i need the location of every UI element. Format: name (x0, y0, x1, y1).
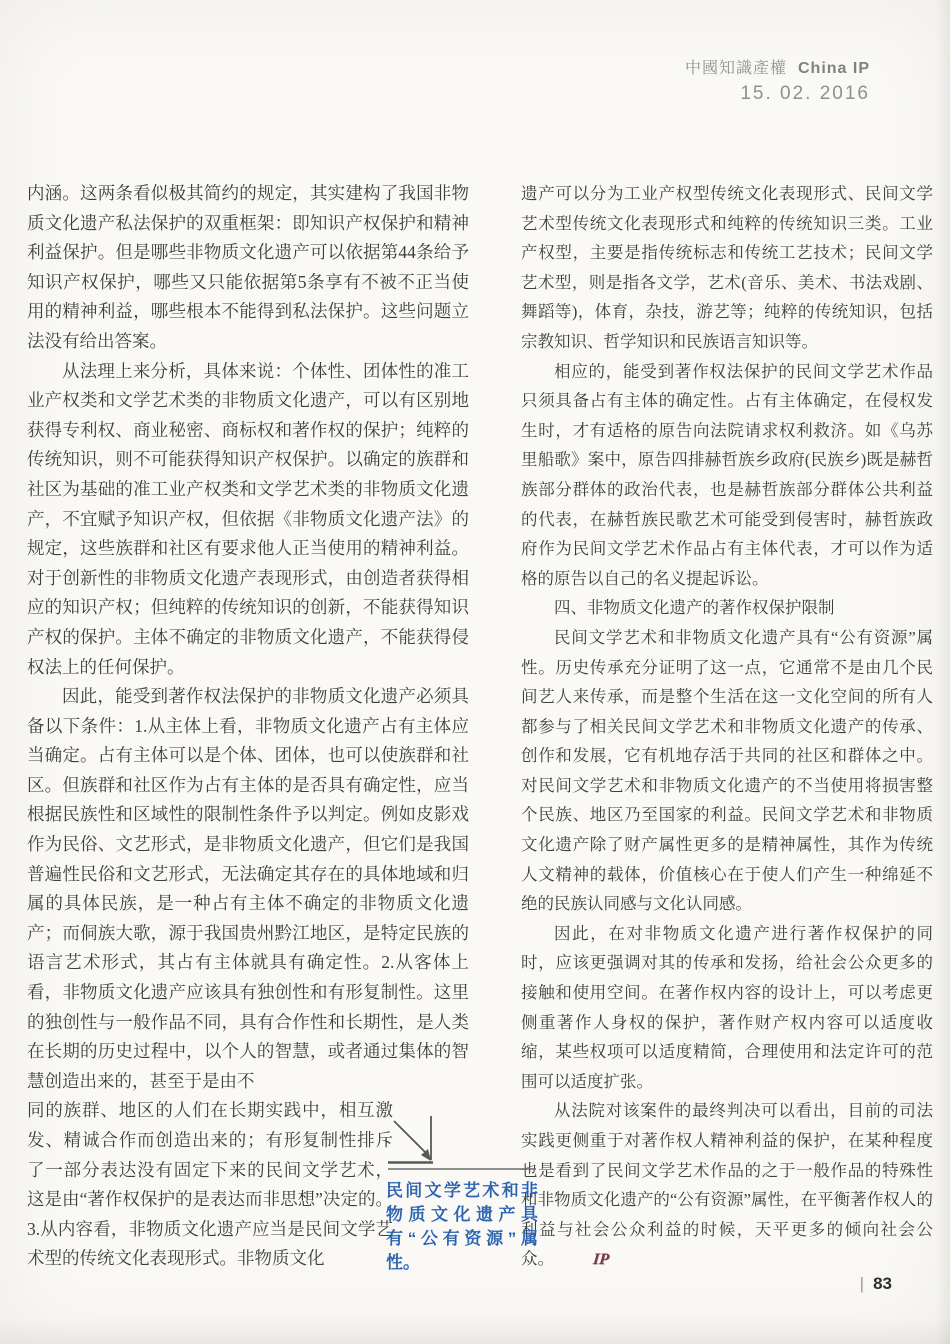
right-column (521, 179, 933, 1274)
paragraph: 同的族群、地区的人们在长期实践中，相互激发、精诚合作而创造出来的；有形复制性排斥了一部分表达没有固定下来的民间文学艺术，这是由“著作权保护的是表达而非思想”决定的。3.从内容看，非物质文化遗产应当是民间文学艺术型的传统文化表现形式。非物质文化 (27, 1100, 393, 1269)
pull-quote (386, 1116, 538, 1275)
issue-date: 15. 02. 2016 (740, 83, 870, 104)
brand-line (685, 55, 870, 78)
paragraph-text: 从法院对该案件的最终判决可以看出，目前的司法实践更侧重于对著作权人精神利益的保护，在某种程度也是看到了民间文学艺术作品的之于一般作品的特殊性和非物质文化遗产的“公有资源”属性，在平衡著作权人的利益与社会公众利益的时候，天平更多的倾向社会公众。 (521, 1101, 933, 1269)
brand-english: China IP (797, 60, 870, 77)
paragraph: 因此，能受到著作权法保护的非物质文化遗产必须具备以下条件：1.从主体上看，非物质文化遗产占有主体应当确定。占有主体可以是个体、团体，也可以使族群和社区。但族群和社区作为占有主体的是否具有确定性，应当根据民族性和区域性的限制性条件予以判定。例如皮影戏作为民俗、文艺形式，是非物质文化遗产，但它们是我国普遍性民俗和文艺形式，无法确定其存在的具体地域和归属的具体民族，是一种占有主体不确定的非物质文化遗产；而侗族大歌，源于我国贵州黔江地区，是特定民族的语言艺术形式，其占有主体就具有确定性。2.从客体上看，非物质文化遗产应该具有独创性和有形复制性。这里的独创性与一般作品不同，具有合作性和长期性，是人类在长期的历史过程中，以个人的智慧，或者通过集体的智慧创造出来的，甚至于是由不 (27, 686, 469, 1091)
page-number-value: 83 (873, 1274, 892, 1293)
pull-quote-arrow-icon (386, 1116, 538, 1172)
left-column (27, 179, 469, 1274)
paragraph: 相应的，能受到著作权法保护的民间文学艺术作品只须具备占有主体的确定性。占有主体确定，在侵权发生时，才有适格的原告向法院请求权利救济。如《乌苏里船歌》案中，原告四排赫哲族乡政府(民族乡)既是赫哲族部分群体的政治代表，也是赫哲族部分群体公共利益的代表，在赫哲族民歌艺术可能受到侵害时，赫哲族政府作为民间文学艺术作品占有主体代表，才可以作为适格的原告以自己的名义提起诉讼。 (521, 361, 933, 588)
china-ip-end-mark: IP (592, 1251, 610, 1269)
page-header (685, 55, 870, 105)
paragraph (521, 1096, 933, 1274)
paragraph: 因此，在对非物质文化遗产进行著作权保护的同时，应该更强调对其的传承和发扬，给社会公众更多的接触和使用空间。在著作权内容的设计上，可以考虑更侧重著作人身权的保护，著作财产权内容可以适度收缩，某些权项可以适度精简，合理使用和法定许可的范围可以适度扩张。 (521, 923, 933, 1091)
brand-chinese: 中國知識產權 (684, 60, 787, 77)
paragraph: 民间文学艺术和非物质文化遗产具有“公有资源”属性。历史传承充分证明了这一点，它通常不是由几个民间艺人来传承，而是整个生活在这一文化空间的所有人都参与了相关民间文学艺术和非物质文化遗产的传承、创作和发展，它有机地存活于共同的社区和群体之中。对民间文学艺术和非物质文化遗产的不当使用将损害整个民族、地区乃至国家的利益。民间文学艺术和非物质文化遗产除了财产属性更多的是精神属性，其作为传统人文精神的载体，价值核心在于使人们产生一种绵延不绝的民族认同感与文化认同感。 (521, 627, 933, 914)
paragraph: 遗产可以分为工业产权型传统文化表现形式、民间文学艺术型传统文化表现形式和纯粹的传统知识三类。工业产权型，主要是指传统标志和传统工艺技术；民间文学艺术型，则是指各文学，艺术(音乐、美术、书法戏剧、舞蹈等)，体育，杂技，游艺等；纯粹的传统知识，包括宗教知识、哲学知识和民族语言知识等。 (521, 184, 933, 351)
page-number-divider: | (859, 1274, 865, 1293)
paragraph: 内涵。这两条看似极其简约的规定，其实建构了我国非物质文化遗产私法保护的双重框架：即知识产权保护和精神利益保护。但是哪些非物质文化遗产可以依据第44条给予知识产权保护，哪些又只能依据第5条享有不被不正当使用的精神利益，哪些根本不能得到私法保护。这些问题立法没有给出答案。 (27, 183, 469, 351)
page-number (860, 1274, 892, 1294)
section-heading: 四、非物质文化遗产的著作权保护限制 (554, 598, 835, 618)
paragraph: 从法理上来分析，具体来说：个体性、团体性的准工业产权类和文学艺术类的非物质文化遗产，可以有区别地获得专利权、商业秘密、商标权和著作权的保护；纯粹的传统知识，则不可能获得知识产权保护。以确定的族群和社区为基础的准工业产权类和文学艺术类的非物质文化遗产，不宜赋予知识产权，但依据《非物质文化遗产法》的规定，这些族群和社区有要求他人正当使用的精神利益。对于创新性的非物质文化遗产表现形式，由创造者获得相应的知识产权；但纯粹的传统知识的创新，不能获得知识产权的保护。主体不确定的非物质文化遗产，不能获得侵权法上的任何保护。 (27, 360, 469, 677)
pull-quote-text: 民间文学艺术和非物质文化遗产具有“公有资源”属性。 (386, 1181, 538, 1272)
